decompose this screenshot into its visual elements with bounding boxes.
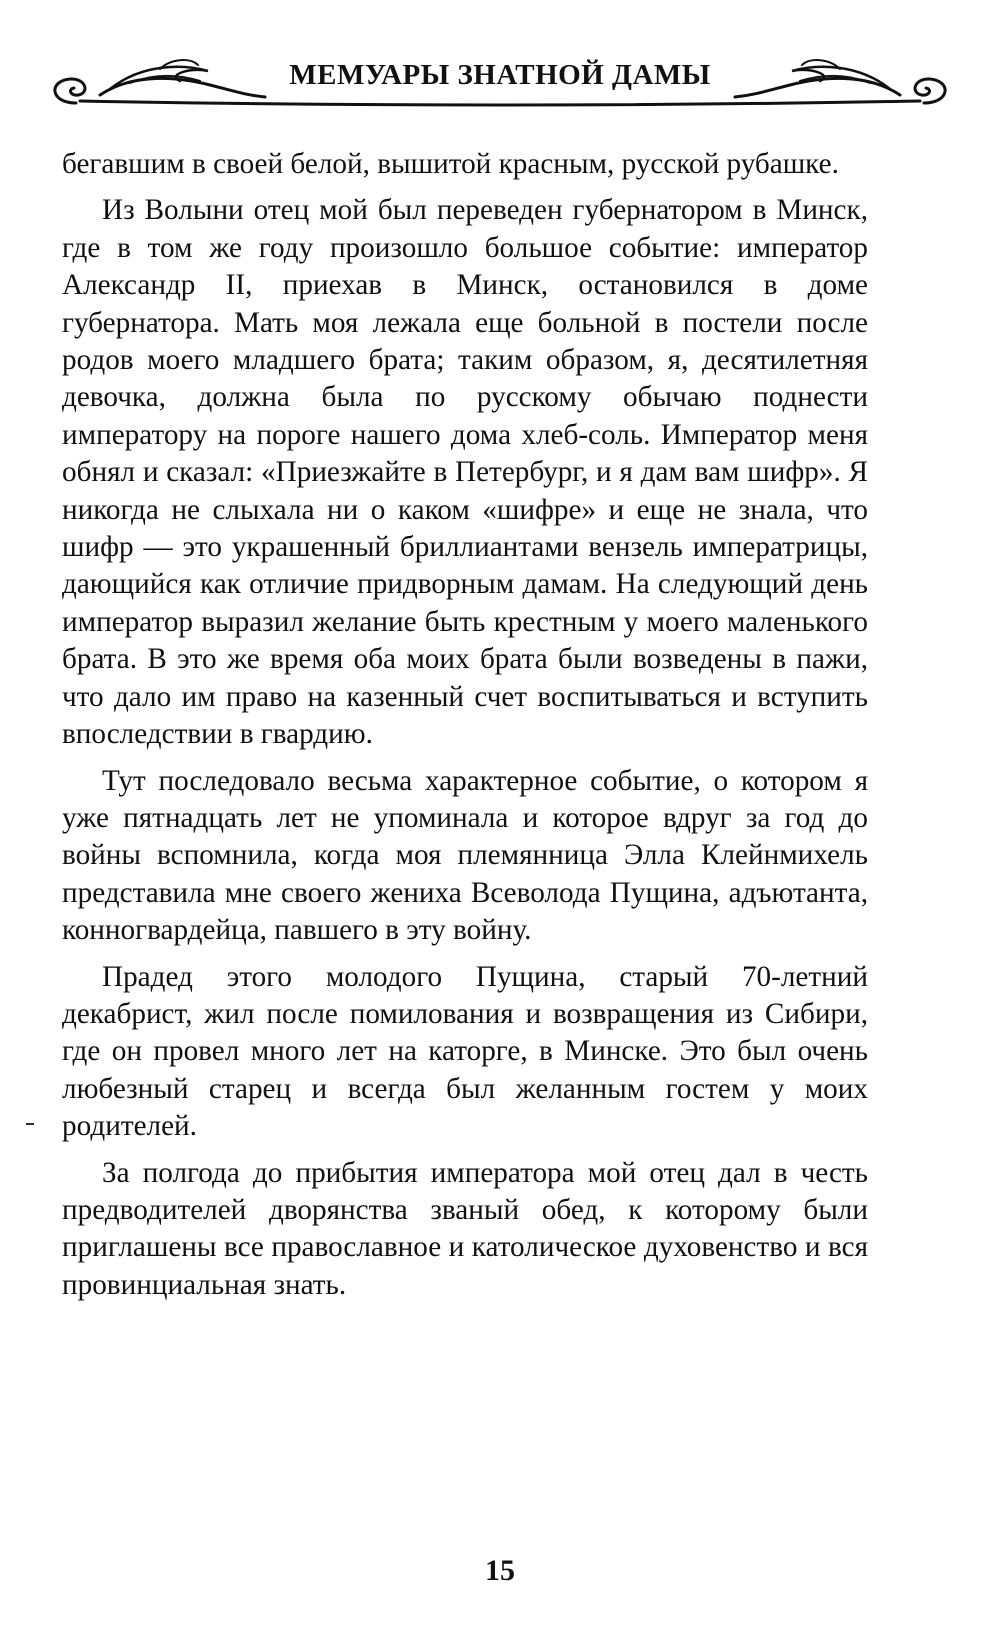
page-number: 15 (485, 1554, 515, 1587)
body-text (62, 146, 868, 1313)
paragraph: бегавшим в своей белой, вышитой красным, русской рубашке. (62, 148, 839, 180)
paragraph: Тут последовало весьма характерное событие, о котором я уже пятнадцать лет не упоминала и которое вдруг за год до войны вспомнила, когда моя племянница Элла Клейнмихель представила мне своего жениха Всеволода Пущина, адъютанта, конногвардейца, павшего в эту войну. (62, 764, 868, 947)
paragraph: Прадед этого молодого Пущина, старый 70-летний декабрист, жил после помилования и возвращения из Сибири, где он провел много лет на каторге, в Минске. Это был очень любезный старец и всегда был желанным гостем у моих родителей. (62, 960, 868, 1143)
paragraph: Из Волыни отец мой был переведен губернатором в Минск, где в том же году произошло большое событие: император Александр II, приехав в Минск, остановился в доме губернатора. Мать моя лежала еще больной в постели после родов моего младшего брата; таким образом, я, десятилетняя девочка, должна была по русскому обычаю поднести императору на пороге нашего дома хлеб-соль. Император меня обнял и сказал: «Приезжайте в Петербург, и я дам вам шифр». Я никогда не слыхала ни о каком «шифре» и еще не знала, что шифр — это украшенный бриллиантами вензель императрицы, дающийся как отличие придворным дамам. На следующий день император выразил желание быть крестным у моего маленького брата. В это же время оба моих брата были возведены в пажи, что дало им право на казенный счет воспитываться и вступить впоследствии в гвардию. (62, 194, 868, 751)
margin-mark (26, 1123, 34, 1125)
paragraph: За полгода до прибытия императора мой отец дал в честь предводителей дворянства званый обед, к которому были приглашены все православное и католическое духовенство и вся провинциальная знать. (62, 1156, 868, 1301)
running-head (40, 45, 960, 125)
running-title: МЕМУАРЫ ЗНАТНОЙ ДАМЫ (289, 59, 711, 91)
